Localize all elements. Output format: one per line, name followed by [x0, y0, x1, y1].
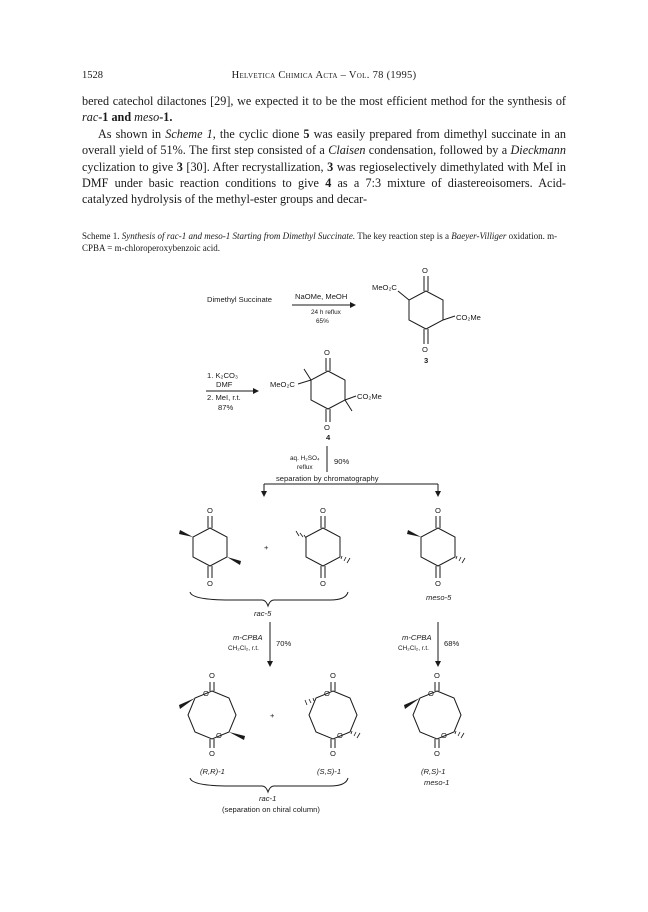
ss1-o-ring-1: O [324, 689, 330, 698]
rac5a-o-bottom: O [207, 579, 213, 588]
cmpd3-ester-left: MeO₂C [372, 283, 397, 292]
step4-rac-yield: 70% [276, 639, 292, 648]
rac5-enantiomer-b [296, 516, 350, 578]
rr1-label: (R,R)-1 [200, 767, 225, 776]
rac1-label: rac-1 [259, 794, 277, 803]
rs1-o-ring-2: O [441, 731, 447, 740]
step2-yield: 87% [218, 403, 234, 412]
compound-4-structure [298, 358, 356, 422]
step1-yield: 65% [316, 318, 329, 325]
meso5-o-bottom: O [435, 579, 441, 588]
compound-4-label: 4 [326, 433, 331, 442]
rr1-o-ring-2: O [216, 731, 222, 740]
meso5-structure [407, 516, 465, 578]
cmpd4-o-bottom: O [324, 423, 330, 432]
meso1-label: meso-1 [424, 778, 450, 787]
step4-meso-reagent-2: CH₂Cl₂, r.t. [398, 645, 429, 652]
separation-label: separation by chromatography [276, 474, 379, 483]
rac5b-o-bottom: O [320, 579, 326, 588]
cmpd4-o-top: O [324, 348, 330, 357]
cmpd3-o-top: O [422, 266, 428, 275]
cmpd4-ester-left: MeO₂C [270, 380, 295, 389]
lactone-ss-1-structure [305, 682, 360, 748]
compound-3-label: 3 [424, 356, 429, 365]
meso5-label: meso-5 [426, 593, 452, 602]
rac1-plus: + [270, 711, 275, 720]
step3-reagent-2: reflux [297, 464, 313, 471]
rac1-brace [190, 778, 348, 792]
lactone-rr-1-structure [179, 682, 245, 748]
rac5-enantiomer-a [179, 516, 241, 578]
lactone-rs-1-structure [404, 682, 464, 748]
step4-rac-reagent-1: m-CPBA [233, 633, 263, 642]
cmpd3-ester-right: CO₂Me [456, 313, 481, 322]
ss1-o-bottom: O [330, 749, 336, 758]
page-number: 1528 [82, 70, 103, 81]
rr1-o-bottom: O [209, 749, 215, 758]
meso5-o-top: O [435, 506, 441, 515]
step3-reagent-1: aq. H₂SO₄ [290, 455, 320, 462]
rac5-plus: + [264, 543, 269, 552]
step3-yield: 90% [334, 457, 350, 466]
rr1-o-top: O [209, 671, 215, 680]
step2-reagent-3: 2. MeI, r.t. [207, 393, 241, 402]
journal-running-title: Helvetica Chimica Acta – Vol. 78 (1995) [231, 70, 417, 81]
step4-meso-reagent-1: m-CPBA [402, 633, 432, 642]
chiral-separation-note: (separation on chiral column) [222, 805, 320, 814]
rac5b-o-top: O [320, 506, 326, 515]
paragraph-2: As shown in Scheme 1, the cyclic dione 5 was easily prepared from dimethyl succinate in an overall yield of 51%. The first step consisted of a Claisen condensation, followed by a Dieckmann cyclization to give 3 [30]. After recrystallization, 3 was regioselectively dimethylated with MeI in DMF under basic reaction conditions to give 4 as a 7:3 mixture of diastereoisomers. Acid-catalyzed hydrolysis of the methyl-ester groups and decar- [82, 126, 566, 207]
step1-reagent: NaOMe, MeOH [295, 292, 348, 301]
cmpd3-o-bottom: O [422, 345, 428, 354]
rac5-label: rac-5 [254, 609, 272, 618]
ss1-o-top: O [330, 671, 336, 680]
paragraph-1: bered catechol dilactones [29], we expected it to be the most efficient method for the synthesis of rac-1 and meso-1. [82, 94, 566, 125]
rs1-o-bottom: O [434, 749, 440, 758]
rac5a-o-top: O [207, 506, 213, 515]
scheme-caption: Scheme 1. Synthesis of rac-1 and meso-1 Starting from Dimethyl Succinate. The key reaction step is a Baeyer-Villiger oxidation. m-CPBA = m-chloroperoxybenzoic acid. [82, 231, 558, 253]
ss1-o-ring-2: O [337, 731, 343, 740]
step2-reagent-2: DMF [216, 380, 233, 389]
step4-rac-reagent-2: CH₂Cl₂, r.t. [228, 645, 259, 652]
cmpd4-ester-right: CO₂Me [357, 392, 382, 401]
rs1-o-ring-1: O [428, 689, 434, 698]
rs1-o-top: O [434, 671, 440, 680]
rac5-brace [190, 592, 348, 606]
rr1-o-ring-1: O [203, 689, 209, 698]
ss1-label: (S,S)-1 [317, 767, 342, 776]
rs1-label: (R,S)-1 [421, 767, 446, 776]
step4-meso-yield: 68% [444, 639, 460, 648]
start-material-label: Dimethyl Succinate [207, 295, 272, 304]
step2-reagent-1: 1. K₂CO₃ [207, 371, 238, 380]
compound-3-structure [398, 276, 455, 344]
step1-conditions: 24 h reflux [311, 309, 341, 316]
